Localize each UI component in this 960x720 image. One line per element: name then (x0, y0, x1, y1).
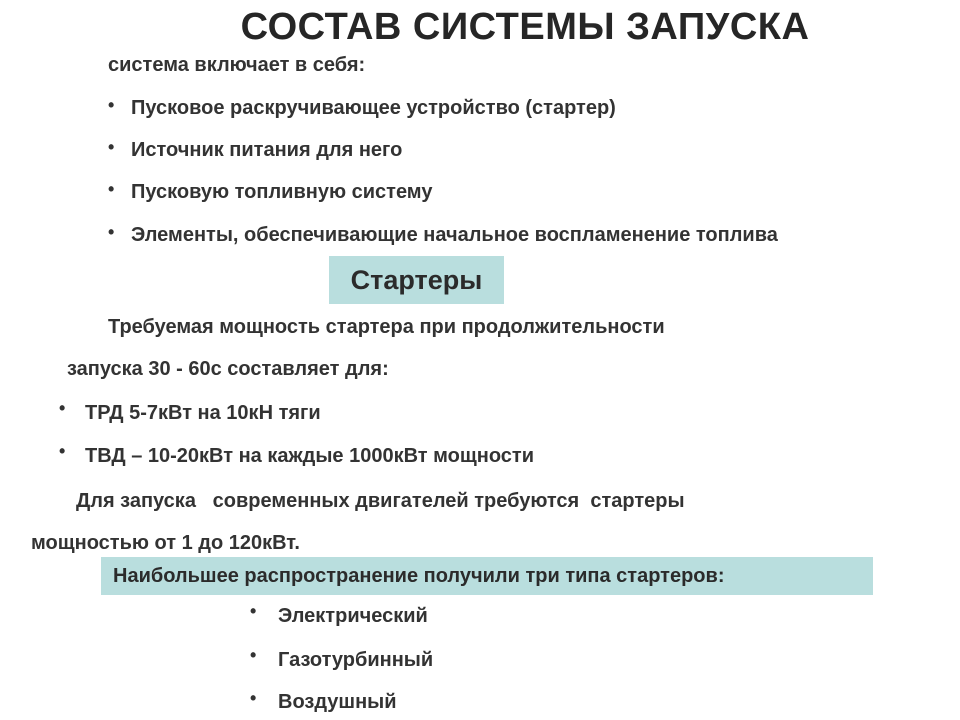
list-item: ТВД – 10-20кВт на каждые 1000кВт мощности (85, 445, 535, 467)
types-heading-box (101, 557, 873, 595)
slide-title: СОСТАВ СИСТЕМЫ ЗАПУСКА (240, 6, 810, 48)
modern-line1: Для запуска современных двигателей требуются стартеры (76, 490, 685, 512)
power-intro-line2: запуска 30 - 60с составляет для: (67, 358, 389, 380)
bullet-glyph: • (250, 601, 257, 621)
starters-heading: Стартеры (350, 265, 483, 295)
bullet-glyph: • (108, 222, 115, 242)
list-item: Источник питания для него (131, 139, 403, 161)
list-item: Газотурбинный (278, 649, 434, 671)
types-heading: Наибольшее распространение получили три типа стартеров: (113, 565, 725, 587)
bullet-glyph: • (250, 688, 257, 708)
power-intro-line1: Требуемая мощность стартера при продолжительности (108, 316, 665, 338)
list-item: Пусковое раскручивающее устройство (стартер) (131, 97, 616, 119)
modern-line2: мощностью от 1 до 120кВт. (31, 532, 300, 554)
intro-text: система включает в себя: (108, 54, 366, 76)
list-item: ТРД 5-7кВт на 10кН тяги (85, 402, 321, 424)
list-item: Электрический (278, 605, 428, 627)
bullet-glyph: • (59, 398, 66, 418)
list-item: Воздушный (278, 691, 397, 713)
bullet-glyph: • (59, 441, 66, 461)
starters-heading-box (329, 256, 504, 304)
bullet-glyph: • (108, 179, 115, 199)
bullet-glyph: • (108, 95, 115, 115)
list-item: Элементы, обеспечивающие начальное воспламенение топлива (131, 224, 778, 246)
bullet-glyph: • (250, 645, 257, 665)
bullet-glyph: • (108, 137, 115, 157)
list-item: Пусковую топливную систему (131, 181, 433, 203)
